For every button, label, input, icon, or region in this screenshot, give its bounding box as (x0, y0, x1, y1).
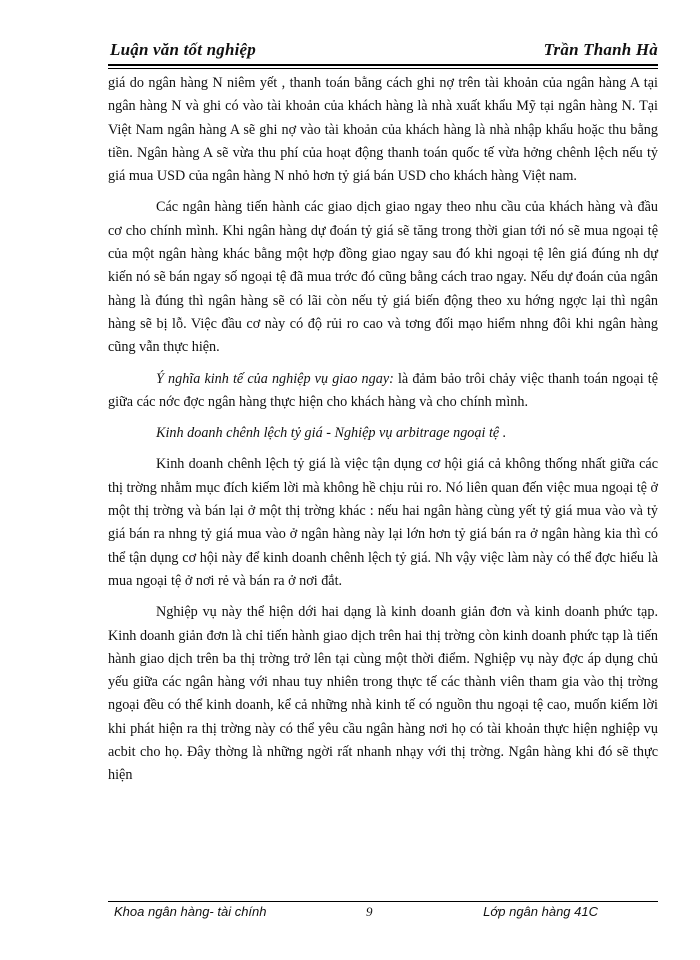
page-header (108, 40, 658, 64)
header-author-name: Trần Thanh Hà (543, 40, 658, 59)
page-footer (108, 904, 658, 926)
body-text (108, 72, 658, 796)
header-thesis-title: Luận văn tốt nghiệp (110, 40, 256, 59)
header-rule-thick (108, 64, 658, 66)
footer-class: Lớp ngân hàng 41C (483, 904, 598, 919)
paragraph-2: Các ngân hàng tiến hành các giao dịch giao ngay theo nhu cầu của khách hàng và đầu cơ cho chính mình. Khi ngân hàng dự đoán tỷ giá sẽ tăng trong thời gian tới nó sẽ mua ngoại tệ của một ngân hàng khác bằng một hợp đồng giao ngay sau đó khi ngoại tệ lên giá đúng nh dự kiến nó sẽ bán ngay số ngoại tệ đã mua trớc đó cũng bằng cách trao ngay. Nếu dự đoán của ngân hàng là đúng thì ngân hàng sẽ có lãi còn nếu tỷ giá biến động theo xu hớng ngợc lại thì ngân hàng sẽ bị lỗ. Việc đầu cơ này có độ rủi ro cao và tơng đối mạo hiểm nhng đôi khi ngân hàng cũng vẫn thực hiện. (108, 199, 658, 356)
paragraph-1: giá do ngân hàng N niêm yết , thanh toán bằng cách ghi nợ trên tài khoản của ngân hàng A tại ngân hàng N và ghi có vào tài khoản của khách hàng là nhà xuất khẩu Mỹ tại ngân hàng N. Tại Việt Nam ngân hàng A sẽ ghi nợ vào tài khoản của khách hàng là nhà nhập khẩu hoặc thu bằng tiền. Ngân hàng A sẽ vừa thu phí của hoạt động thanh toán quốc tế vừa hởng chênh lệch nếu tỷ giá mua USD của ngân hàng N nhỏ hơn tỷ giá bán USD cho khách hàng Việt nam. (108, 75, 658, 185)
page-number: 9 (366, 904, 373, 919)
arbitrage-heading: Kinh doanh chênh lệch tỷ giá - Nghiệp vụ arbitrage ngoại tệ . (156, 425, 507, 442)
footer-rule (108, 901, 658, 902)
footer-faculty: Khoa ngân hàng- tài chính (114, 904, 267, 919)
paragraph-5: Kinh doanh chênh lệch tỷ giá là việc tận dụng cơ hội giá cả không thống nhất giữa các thị trờng nhằm mục đích kiếm lời mà không hề chịu rủi ro. Nó liên quan đến việc mua ngoại tệ ở một thị trờng và bán lại ở một thị trờng khác : nếu hai ngân hàng cùng yết tỷ giá mua vào và tỷ giá bán ra nhng tỷ giá mua vào ở ngân hàng này lại lớn hơn tỷ giá bán ra ở ngân hàng kia thì có thể tận dụng cơ hội này để kinh doanh chênh lệch tỷ giá. Nh vậy việc làm này có thể đợc hiểu là mua ngoại tệ ở nơi rẻ và bán ra ở nơi đắt. (108, 456, 658, 589)
paragraph-3: Ý nghĩa kinh tế của nghiệp vụ giao ngay: là đảm bảo trôi chảy việc thanh toán ngoại tệ giữa các nớc đợc ngân hàng thực hiện cho khách hàng và cho chính mình. (108, 370, 659, 410)
paragraph-4-heading (108, 422, 658, 445)
header-rule-thin (108, 68, 658, 69)
paragraph-6: Nghiệp vụ này thể hiện dới hai dạng là kinh doanh giản đơn và kinh doanh phức tạp. Kinh doanh giản đơn là chỉ tiến hành giao dịch trên hai thị trờng còn kinh doanh phức tạp là tiến hành giao dịch trên ba thị trờng trở lên tại cùng một thời điểm. Nghiệp vụ này đợc áp dụng chủ yếu giữa các ngân hàng với nhau tuy nhiên trong thực tế các thành viên tham gia vào thị trờng ngoại đều có thể kinh doanh, kể cả những nhà kinh tế có nguồn thu ngoại tệ cao, muốn kiếm lời khi phát hiện ra thị trờng này có thể yêu cầu ngân hàng nơi họ có tài khoản thực hiện nghiệp vụ acbit cho họ. Đây thờng là những ngời rất nhanh nhạy với thị trờng. Ngân hàng khi đó sẽ thực hiện (108, 604, 658, 784)
spot-significance-heading: Ý nghĩa kinh tế của nghiệp vụ giao ngay: (156, 370, 394, 387)
